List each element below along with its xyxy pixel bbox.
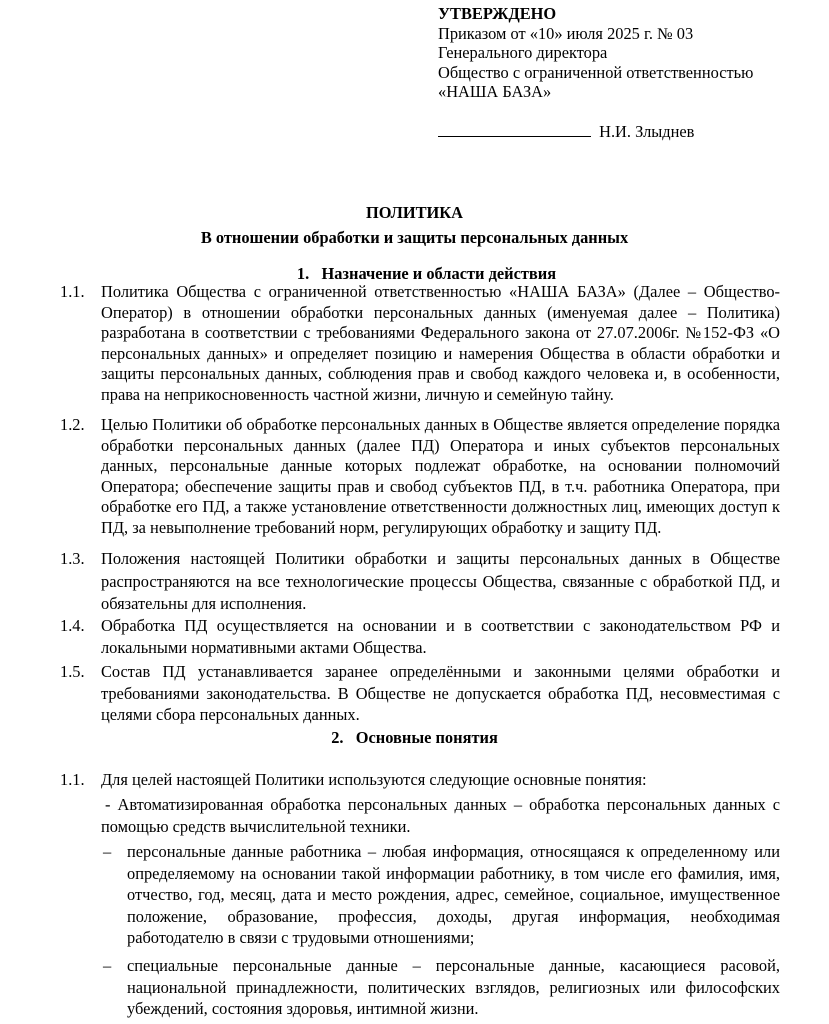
section-1-item-4 <box>60 615 780 658</box>
section-1-item-1 <box>60 282 780 406</box>
item-number: 1.4. <box>60 616 85 635</box>
document-subtitle: В отношении обработки и защиты персональных данных <box>200 228 629 247</box>
item-text: Целью Политики об обработке персональных данных в Обществе является определение порядка обработки персональных данных (далее ПД) Оператора и иных субъектов персональных данных, персональные данные которых подлежат обработке, на основании полномочий Оператора; обеспечение защиты прав и свобод субъектов ПД, в т.ч. работника Оператора, при обработке его ПД, а также установление ответственности должностных лиц, имеющих доступ к ПД, за невыполнение требований норм, регулирующих обработку и защиту ПД. <box>101 415 780 537</box>
item-number: 1.2. <box>60 415 85 434</box>
bullet-dash: – <box>103 842 112 861</box>
signature-blank <box>438 122 591 137</box>
item-text: Положения настоящей Политики обработки и защиты персональных данных в Обществе распространяются на все технологические процессы Общества, связанные с обработкой ПД, и обязательны для исполнения. <box>101 549 780 613</box>
org-name-line: «НАША БАЗА» <box>438 82 552 101</box>
item-text: Политика Общества с ограниченной ответственностью «НАША БАЗА» (Далее – Общество-Оператор) в отношении обработки персональных данных (именуемая далее – Политика) разработана в соответствии с требованиями Федерального закона от 27.07.2006г. №152-ФЗ «О персональных данных» и определяет позицию и намерения Общества в области обработки и защиты персональных данных, соблюдения прав и свобод каждого человека и, в особенности, права на неприкосновенность частной жизни, личную и семейную тайну. <box>101 282 780 404</box>
org-type-line: Общество с ограниченной ответственностью <box>438 62 754 82</box>
approval-block <box>438 4 818 141</box>
item-text: Обработка ПД осуществляется на основании и в соответствии с законодательством РФ и локальными нормативными актами Общества. <box>101 616 780 657</box>
order-line: Приказом от «10» июля 2025 г. № 03 <box>438 23 694 43</box>
position-line: Генерального директора <box>438 43 608 62</box>
bullet-dash: – <box>103 956 112 975</box>
item-number: 1.3. <box>60 549 85 568</box>
definition-bullet-1 <box>103 841 780 949</box>
item-number: 1.5. <box>60 662 85 681</box>
section-1-item-3 <box>60 548 780 616</box>
section-1-heading: 1. Назначение и области действия <box>296 264 557 283</box>
signature-line <box>438 122 818 142</box>
item-text: Состав ПД устанавливается заранее определёнными и законными целями обработки и требованиями законодательства. В Обществе не допускается обработка ПД, несовместимая с целями сбора персональных данных. <box>101 662 780 724</box>
section-2-item-1 <box>60 770 780 791</box>
signer-name: Н.И. Злыднев <box>599 121 695 141</box>
section-1-item-5 <box>60 661 780 726</box>
bullet-text: персональные данные работника – любая информация, относящаяся к определенному или определяемому на основании такой информации работнику, в том числе его фамилия, имя, отчество, год, месяц, дата и место рождения, адрес, семейное, социальное, имущественное положение, образование, профессия, доходы, другая информация, необходимая работодателю в связи с трудовыми отношениями; <box>127 842 780 947</box>
definition-automated-processing: - Автоматизированная обработка персональных данных – обработка персональных данных с помощью средств вычислительной техники. <box>101 795 780 836</box>
bullet-text: специальные персональные данные – персональные данные, касающиеся расовой, национальной принадлежности, политических взглядов, религиозных или философских убеждений, состояния здоровья, интимной жизни. <box>127 956 780 1018</box>
item-number: 1.1. <box>60 770 85 789</box>
item-number: 1.1. <box>60 282 85 301</box>
definition-bullet-2 <box>103 955 780 1020</box>
item-text: Для целей настоящей Политики используются следующие основные понятия: <box>101 770 647 789</box>
section-1-item-2 <box>60 415 780 539</box>
approved-label: УТВЕРЖДЕНО <box>438 4 557 23</box>
document-title: ПОЛИТИКА <box>365 203 464 222</box>
section-2-heading: 2. Основные понятия <box>331 728 498 747</box>
